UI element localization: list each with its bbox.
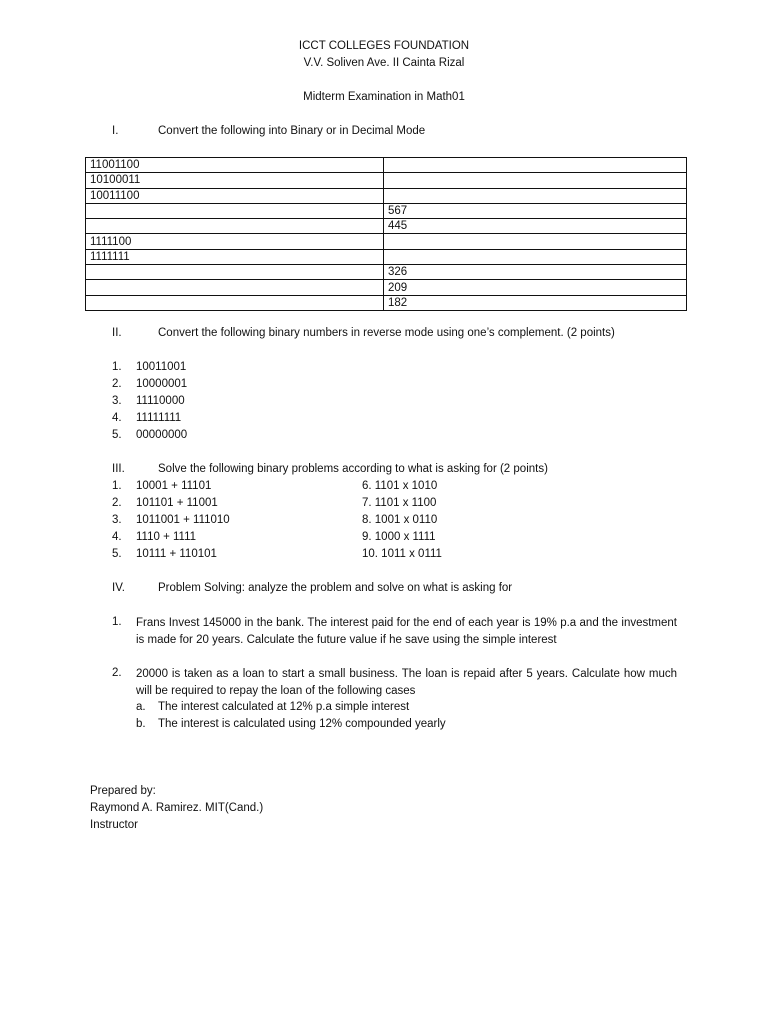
list-item: 00000000 — [136, 429, 188, 441]
decimal-cell — [384, 158, 687, 173]
instructor-name: Raymond A. Ramirez. MIT(Cand.) — [90, 802, 264, 814]
list-item-number: 5. — [112, 429, 122, 441]
exam-title: Midterm Examination in Math01 — [303, 91, 465, 103]
case-b-text: The interest is calculated using 12% compounded yearly — [158, 718, 446, 730]
case-a-text: The interest calculated at 12% p.a simple interest — [158, 701, 410, 713]
table-row — [86, 188, 687, 203]
decimal-cell — [384, 249, 687, 264]
decimal-cell: 326 — [384, 265, 687, 280]
table-row — [86, 249, 687, 264]
case-b-letter: b. — [136, 718, 146, 730]
institution-name: ICCT COLLEGES FOUNDATION — [298, 40, 470, 52]
list-item-number: 1. — [112, 361, 122, 373]
problem-2-text: 20000 is taken as a loan to start a small business. The loan is repaid after 5 years. Calculate how much will be required to repay the loan of the following cases — [136, 668, 677, 697]
case-a-letter: a. — [136, 701, 146, 713]
binary-cell: 1111111 — [86, 249, 384, 264]
list-item: 101101 + 11001 — [136, 497, 218, 509]
binary-cell — [86, 295, 384, 310]
list-item-number: 3. — [112, 514, 122, 526]
list-item: 10001 + 11101 — [136, 480, 212, 492]
binary-cell — [86, 280, 384, 295]
binary-cell — [86, 265, 384, 280]
section-3-numeral: III. — [112, 463, 125, 475]
binary-cell — [86, 219, 384, 234]
table-row — [86, 173, 687, 188]
section-2-heading: Convert the following binary numbers in reverse mode using one’s complement. (2 points) — [158, 327, 615, 339]
decimal-cell — [384, 234, 687, 249]
table-row — [86, 295, 687, 310]
list-item: 1110 + 1111 — [136, 531, 197, 543]
list-item: 10000001 — [136, 378, 188, 390]
section-3-heading: Solve the following binary problems according to what is asking for (2 points) — [158, 463, 548, 475]
list-item-number: 4. — [112, 412, 122, 424]
decimal-cell — [384, 188, 687, 203]
table-row — [86, 219, 687, 234]
binary-cell: 10100011 — [86, 173, 384, 188]
binary-cell: 11001100 — [86, 158, 384, 173]
list-item: 10111 + 110101 — [136, 548, 217, 560]
table-row — [86, 203, 687, 218]
list-item: 9. 1000 x 1111 — [362, 531, 436, 543]
institution-address: V.V. Soliven Ave. II Cainta Rizal — [303, 57, 465, 69]
prepared-by-label: Prepared by: — [90, 785, 156, 797]
binary-cell: 10011100 — [86, 188, 384, 203]
table-row — [86, 234, 687, 249]
decimal-cell: 182 — [384, 295, 687, 310]
decimal-cell: 567 — [384, 203, 687, 218]
list-item-number: 1. — [112, 480, 122, 492]
list-item-number: 3. — [112, 395, 122, 407]
list-item-number: 4. — [112, 531, 122, 543]
decimal-cell — [384, 173, 687, 188]
list-item: 10011001 — [136, 361, 187, 373]
list-item: 10. 1011 x 0111 — [362, 548, 442, 560]
problem-1-text: Frans Invest 145000 in the bank. The interest paid for the end of each year is 19% p.a and the investment is made for 20 years. Calculate the future value if he save using the simple interest — [136, 617, 677, 646]
list-item-number: 2. — [112, 497, 122, 509]
section-2-numeral: II. — [112, 327, 122, 339]
conversion-table — [85, 157, 687, 311]
list-item-number: 5. — [112, 548, 122, 560]
list-item: 1011001 + 111010 — [136, 514, 230, 526]
section-4-numeral: IV. — [112, 582, 126, 594]
list-item: 7. 1101 x 1100 — [362, 497, 437, 509]
section-4-heading: Problem Solving: analyze the problem and solve on what is asking for — [158, 582, 513, 594]
instructor-title: Instructor — [90, 819, 138, 831]
decimal-cell: 209 — [384, 280, 687, 295]
list-item: 11110000 — [136, 395, 185, 407]
problem-1-number: 1. — [112, 616, 122, 628]
binary-cell — [86, 203, 384, 218]
list-item-number: 2. — [112, 378, 122, 390]
list-item: 8. 1001 x 0110 — [362, 514, 438, 526]
list-item: 6. 1101 x 1010 — [362, 480, 438, 492]
table-row — [86, 265, 687, 280]
table-row — [86, 280, 687, 295]
section-1-numeral: I. — [112, 125, 119, 137]
section-1-heading: Convert the following into Binary or in Decimal Mode — [158, 125, 426, 137]
decimal-cell: 445 — [384, 219, 687, 234]
list-item: 11111111 — [136, 412, 182, 424]
table-row — [86, 158, 687, 173]
problem-2-number: 2. — [112, 667, 122, 679]
binary-cell: 1111100 — [86, 234, 384, 249]
